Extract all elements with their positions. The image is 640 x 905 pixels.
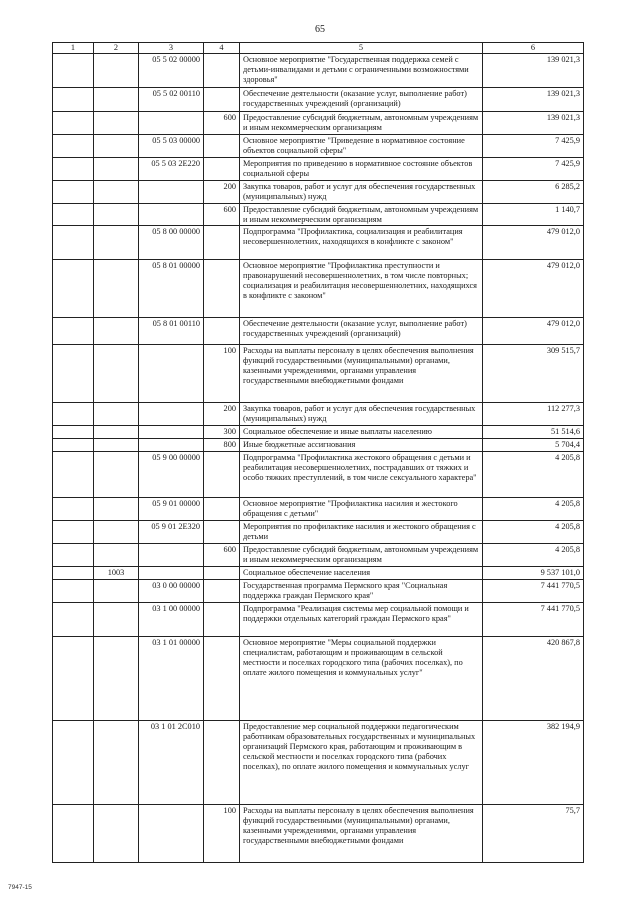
cell-section-code [94,439,139,452]
cell-section-code [94,544,139,567]
cell-expense-type [204,260,240,318]
cell-description: Основное мероприятие "Государственная поддержка семей с детьми-инвалидами и детьми с ограниченными возможностями здоровья" [240,53,483,87]
cell-target-code [139,111,204,134]
cell-col1 [53,804,94,862]
cell-expense-type [204,521,240,544]
cell-description: Государственная программа Пермского края "Социальная поддержка граждан Пермского края" [240,579,483,602]
column-header: 3 [139,43,204,54]
cell-target-code: 03 1 01 2С010 [139,720,204,804]
cell-amount: 7 441 770,5 [483,602,584,636]
cell-section-code [94,318,139,345]
cell-description: Предоставление субсидий бюджетным, автономным учреждениям и иным некоммерческим организациям [240,544,483,567]
cell-col1 [53,226,94,260]
cell-description: Иные бюджетные ассигнования [240,439,483,452]
page-number: 65 [315,24,325,35]
cell-description: Расходы на выплаты персоналу в целях обеспечения выполнения функций государственными (муниципальными) органами, казенными учреждениями, органами управления государственными внебюджетными фондами [240,804,483,862]
table-row [53,203,584,226]
cell-expense-type: 600 [204,544,240,567]
cell-description: Основное мероприятие "Меры социальной поддержки специалистам, работающим и проживающим в сельской местности и поселках городского типа (рабочих поселках), по оплате жилого помещения и коммунальных услуг" [240,636,483,720]
cell-col1 [53,318,94,345]
cell-amount: 9 537 101,0 [483,567,584,580]
cell-expense-type [204,87,240,111]
cell-description: Подпрограмма "Профилактика жестокого обращения с детьми и реабилитация несовершеннолетних, пострадавших от тяжких и особо тяжких преступлений, в том числе сексуального характера" [240,452,483,498]
cell-col1 [53,521,94,544]
cell-section-code [94,226,139,260]
cell-description: Основное мероприятие "Приведение в нормативное состояние объектов социальной сферы" [240,134,483,157]
cell-col1 [53,111,94,134]
cell-amount: 420 867,8 [483,636,584,720]
cell-section-code [94,180,139,203]
cell-section-code [94,720,139,804]
cell-expense-type: 100 [204,804,240,862]
cell-description: Социальное обеспечение населения [240,567,483,580]
cell-expense-type [204,53,240,87]
table-row [53,318,584,345]
cell-expense-type: 600 [204,111,240,134]
table-row [53,498,584,521]
cell-expense-type: 200 [204,180,240,203]
table-row [53,579,584,602]
table-row [53,636,584,720]
cell-target-code: 03 1 00 00000 [139,602,204,636]
cell-amount: 51 514,6 [483,426,584,439]
cell-section-code [94,345,139,403]
column-header: 5 [240,43,483,54]
cell-amount: 309 515,7 [483,345,584,403]
cell-col1 [53,403,94,426]
cell-amount: 479 012,0 [483,260,584,318]
table-row [53,226,584,260]
cell-col1 [53,544,94,567]
cell-target-code [139,426,204,439]
cell-col1 [53,260,94,318]
table-row [53,602,584,636]
cell-description: Предоставление мер социальной поддержки педагогическим работникам образовательных государственных и муниципальных организаций Пермского края, работающим и проживающим в сельской местности и поселках городского типа (рабочих поселках), по оплате жилого помещения и коммунальных услуг [240,720,483,804]
cell-amount: 112 277,3 [483,403,584,426]
table-row [53,111,584,134]
table-row [53,260,584,318]
cell-amount: 139 021,3 [483,53,584,87]
cell-expense-type: 800 [204,439,240,452]
table-row [53,567,584,580]
cell-col1 [53,439,94,452]
cell-amount: 7 441 770,5 [483,579,584,602]
cell-section-code [94,157,139,180]
column-header: 1 [53,43,94,54]
table-row [53,544,584,567]
cell-expense-type [204,318,240,345]
cell-amount: 7 425,9 [483,157,584,180]
cell-col1 [53,53,94,87]
cell-amount: 139 021,3 [483,111,584,134]
document-code: 7947-15 [8,884,32,891]
cell-expense-type: 200 [204,403,240,426]
cell-amount: 479 012,0 [483,318,584,345]
cell-target-code [139,544,204,567]
cell-target-code: 05 8 01 00000 [139,260,204,318]
cell-description: Обеспечение деятельности (оказание услуг, выполнение работ) государственных учреждений (организаций) [240,318,483,345]
cell-target-code [139,345,204,403]
cell-target-code: 05 5 03 2Е220 [139,157,204,180]
cell-col1 [53,567,94,580]
cell-amount: 75,7 [483,804,584,862]
column-header: 4 [204,43,240,54]
column-header: 2 [94,43,139,54]
cell-expense-type [204,567,240,580]
cell-target-code: 05 9 01 00000 [139,498,204,521]
table-row [53,452,584,498]
cell-description: Закупка товаров, работ и услуг для обеспечения государственных (муниципальных) нужд [240,180,483,203]
cell-amount: 7 425,9 [483,134,584,157]
cell-target-code [139,203,204,226]
cell-section-code [94,636,139,720]
cell-expense-type [204,226,240,260]
cell-col1 [53,602,94,636]
table-row [53,426,584,439]
cell-description: Основное мероприятие "Профилактика преступности и правонарушений несовершеннолетних, в том числе повторных; социализация и реабилитация несовершеннолетних, находящихся в конфликте с законом" [240,260,483,318]
cell-description: Обеспечение деятельности (оказание услуг, выполнение работ) государственных учреждений (организаций) [240,87,483,111]
budget-table [52,42,584,863]
cell-description: Расходы на выплаты персоналу в целях обеспечения выполнения функций государственными (муниципальными) органами, казенными учреждениями, органами управления государственными внебюджетными фондами [240,345,483,403]
cell-description: Предоставление субсидий бюджетным, автономным учреждениям и иным некоммерческим организациям [240,111,483,134]
cell-description: Основное мероприятие "Профилактика насилия и жестокого обращения с детьми" [240,498,483,521]
cell-amount: 1 140,7 [483,203,584,226]
cell-col1 [53,426,94,439]
table-row [53,345,584,403]
cell-amount: 4 205,8 [483,544,584,567]
table-row [53,439,584,452]
cell-expense-type: 100 [204,345,240,403]
cell-target-code: 03 0 00 00000 [139,579,204,602]
cell-target-code: 05 8 00 00000 [139,226,204,260]
cell-col1 [53,157,94,180]
table-row [53,720,584,804]
cell-amount: 4 205,8 [483,521,584,544]
cell-section-code [94,111,139,134]
cell-col1 [53,720,94,804]
table-row [53,87,584,111]
cell-col1 [53,579,94,602]
cell-amount: 479 012,0 [483,226,584,260]
cell-col1 [53,134,94,157]
cell-section-code [94,602,139,636]
cell-description: Подпрограмма "Реализация системы мер социальной помощи и поддержки отдельных категорий граждан Пермского края" [240,602,483,636]
cell-col1 [53,452,94,498]
cell-expense-type [204,498,240,521]
cell-section-code [94,403,139,426]
cell-target-code: 05 9 00 00000 [139,452,204,498]
cell-target-code [139,567,204,580]
cell-description: Мероприятия по приведению в нормативное состояние объектов социальной сферы [240,157,483,180]
cell-amount: 382 194,9 [483,720,584,804]
cell-col1 [53,636,94,720]
header-row [53,43,584,54]
table-row [53,53,584,87]
cell-col1 [53,345,94,403]
cell-section-code [94,498,139,521]
cell-description: Мероприятия по профилактике насилия и жестокого обращения с детьми [240,521,483,544]
cell-description: Социальное обеспечение и иные выплаты населению [240,426,483,439]
cell-section-code: 1003 [94,567,139,580]
cell-expense-type [204,157,240,180]
cell-target-code [139,403,204,426]
cell-col1 [53,498,94,521]
cell-section-code [94,579,139,602]
cell-section-code [94,426,139,439]
cell-target-code: 05 5 03 00000 [139,134,204,157]
cell-col1 [53,203,94,226]
table-row [53,804,584,862]
cell-amount: 4 205,8 [483,498,584,521]
cell-target-code [139,439,204,452]
table-row [53,180,584,203]
cell-expense-type: 300 [204,426,240,439]
cell-expense-type [204,602,240,636]
cell-target-code [139,180,204,203]
cell-expense-type [204,134,240,157]
cell-description: Закупка товаров, работ и услуг для обеспечения государственных (муниципальных) нужд [240,403,483,426]
cell-section-code [94,203,139,226]
table-row [53,521,584,544]
table-row [53,403,584,426]
column-header: 6 [483,43,584,54]
cell-expense-type [204,720,240,804]
cell-target-code: 05 5 02 00000 [139,53,204,87]
cell-col1 [53,87,94,111]
cell-section-code [94,260,139,318]
table-row [53,157,584,180]
cell-section-code [94,87,139,111]
cell-target-code: 03 1 01 00000 [139,636,204,720]
cell-description: Подпрограмма "Профилактика, социализация и реабилитация несовершеннолетних, находящихся в конфликте с законом" [240,226,483,260]
cell-target-code: 05 9 01 2Е320 [139,521,204,544]
cell-section-code [94,53,139,87]
cell-target-code [139,804,204,862]
cell-section-code [94,134,139,157]
cell-expense-type [204,452,240,498]
table-row [53,134,584,157]
cell-section-code [94,452,139,498]
cell-amount: 5 704,4 [483,439,584,452]
cell-expense-type: 600 [204,203,240,226]
cell-amount: 6 285,2 [483,180,584,203]
cell-target-code: 05 8 01 00110 [139,318,204,345]
cell-expense-type [204,636,240,720]
cell-amount: 139 021,3 [483,87,584,111]
cell-amount: 4 205,8 [483,452,584,498]
cell-description: Предоставление субсидий бюджетным, автономным учреждениям и иным некоммерческим организациям [240,203,483,226]
cell-section-code [94,804,139,862]
cell-col1 [53,180,94,203]
cell-expense-type [204,579,240,602]
cell-target-code: 05 5 02 00110 [139,87,204,111]
cell-section-code [94,521,139,544]
